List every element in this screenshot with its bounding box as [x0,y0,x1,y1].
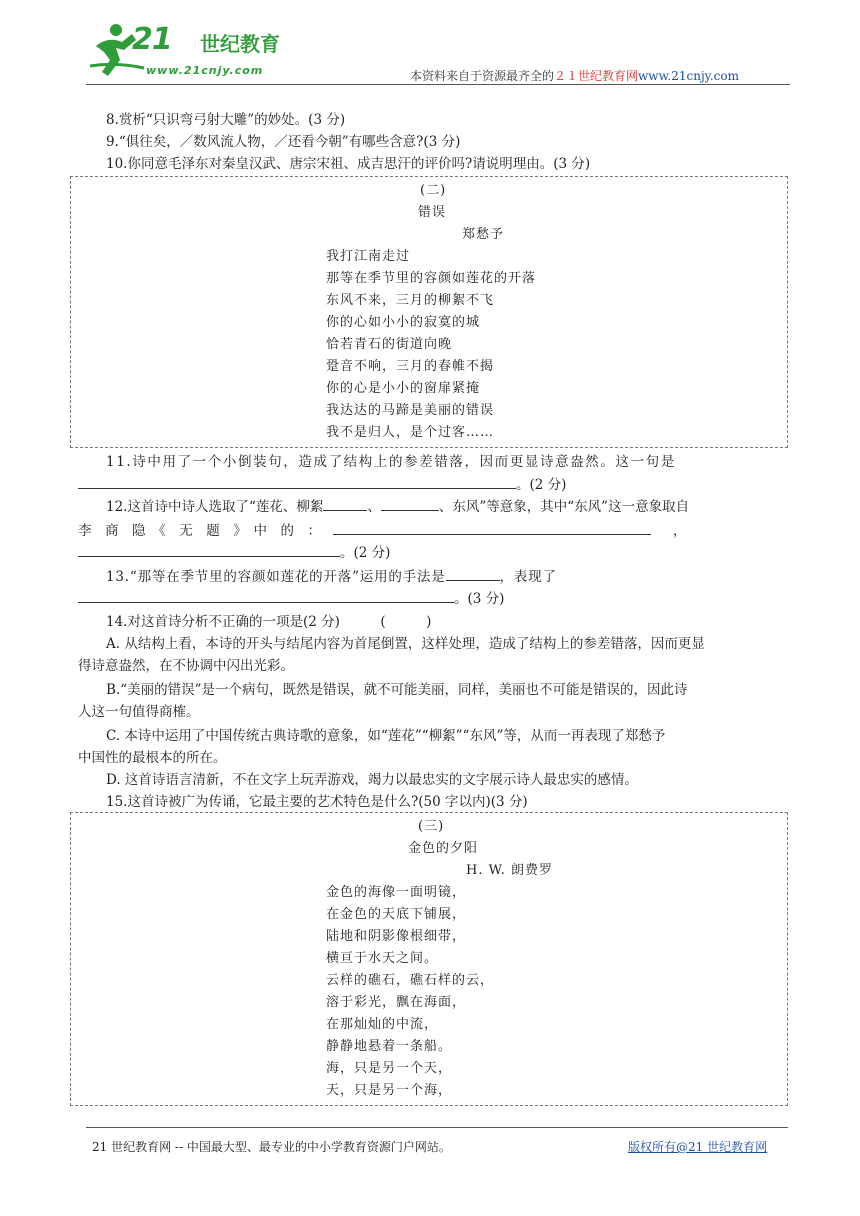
poem3-author: H. W. 朗费罗 [466,863,553,878]
poem3-line: 陆地和阴影像根细带， [326,929,467,944]
logo-text: 21 [132,22,172,57]
question-13-line2: 。(3 分) [78,588,504,609]
poem2-line: 恰若青石的街道向晚 [326,337,453,352]
poem3-line: 天，只是另一个海， [326,1083,453,1098]
answer-blank[interactable] [333,520,651,535]
poem2-line: 你的心如小小的寂寞的城 [326,315,481,330]
poem3-line: 金色的海像一面明镜， [326,885,467,900]
poem3-line: 静静地悬着一条船。 [326,1039,453,1054]
answer-blank[interactable] [78,588,454,603]
question-9: 9.“俱往矣，／数风流人物，／还看今朝”有哪些含意?(3 分) [106,134,461,150]
footer-divider [86,1127,788,1128]
poem2-title: 错误 [418,205,447,220]
option-a: A. 从结构上看，本诗的开头与结尾内容为首尾倒置，这样处理，造成了结构上的参差错落，因而更显 [106,636,705,652]
poem2-section: (二) [420,183,447,198]
poem3-section: (三) [418,819,445,834]
poem3-line: 海，只是另一个天， [326,1061,453,1076]
poem3-line: 在那灿灿的中流， [326,1017,439,1032]
poem2-line: 我打江南走过 [326,249,411,264]
logo-url: www.21cnjy.com [146,64,264,77]
poem3-line: 在金色的天底下铺展， [326,907,467,922]
poem2-line: 东风不来，三月的柳絮不飞 [326,293,495,308]
poem3-line: 云样的礁石，礁石样的云， [326,973,495,988]
question-11: 11.诗中用了一个小倒装句，造成了结构上的参差错落，因而更显诗意盎然。这一句是 [106,454,676,470]
header-note: 本资料来自于资源最齐全的２１世纪教育网www.21cnjy.com [410,69,739,83]
poem2-line: 那等在季节里的容颜如莲花的开落 [326,271,537,286]
answer-blank[interactable] [78,542,340,557]
question-12: 12.这首诗中诗人选取了“莲花、柳絮 、 、东风”等意象，其中“东风”这一意象取自 [106,496,689,517]
poem2-author: 郑愁予 [462,227,505,242]
poem2-line: 我达达的马蹄是美丽的错误 [326,403,495,418]
option-a-cont: 得诗意盎然，在不协调中闪出光彩。 [78,658,294,674]
copyright-link[interactable]: 版权所有@21 世纪教育网 [628,1140,768,1154]
header-site-name[interactable]: ２１世纪教育网 [554,69,639,83]
poem3-line: 横亘于水天之间。 [326,951,439,966]
question-11-answer: 。(2 分) [78,474,566,495]
poem3-title: 金色的夕阳 [408,841,479,856]
option-c-cont: 中国性的最根本的所在。 [78,750,227,766]
footer-text: 21 世纪教育网 -- 中国最大型、最专业的中小学教育资源门户网站。 [92,1140,451,1154]
poem2-line: 我不是归人，是个过客…… [326,425,495,440]
poem2-line: 你的心是小小的窗扉紧掩 [326,381,481,396]
question-14: 14.对这首诗分析不正确的一项是(2 分) ( ) [106,614,432,630]
poem3-line: 溶于彩光，飘在海面， [326,995,467,1010]
answer-blank[interactable] [446,566,500,581]
question-13: 13.“那等在季节里的容颜如莲花的开落”运用的手法是 ，表现了 [106,566,557,587]
header-site-url[interactable]: www.21cnjy.com [638,69,739,83]
option-b-cont: 人这一句值得商榷。 [78,704,200,720]
poem2-line: 跫音不响，三月的春帷不揭 [326,359,495,374]
option-c: C. 本诗中运用了中国传统古典诗歌的意象，如“莲花”“柳絮”“东风”等，从而一再表现了郑愁予 [106,728,666,744]
answer-blank[interactable] [78,474,516,489]
option-b: B.“美丽的错误”是一个病句，既然是错误，就不可能美丽，同样，美丽也不可能是错误的，因此诗 [106,682,688,698]
answer-blank[interactable] [323,496,367,511]
option-d: D. 这首诗语言清新，不在文字上玩弄游戏，竭力以最忠实的文字展示诗人最忠实的感情。 [106,772,638,788]
question-8: 8.赏析“只识弯弓射大雕”的妙处。(3 分) [106,112,346,128]
header-divider [86,84,790,85]
question-12-line3: 。(2 分) [78,542,390,563]
question-10: 10.你同意毛泽东对秦皇汉武、唐宗宋祖、成吉思汗的评价吗?请说明理由。(3 分) [106,156,591,172]
question-15: 15.这首诗被广为传诵，它最主要的艺术特色是什么?(50 字以内)(3 分) [106,794,528,810]
logo-cn: 世纪教育 [200,32,280,56]
answer-blank[interactable] [381,496,439,511]
question-12-line2: 李 商 隐 《 无 题 》 中 的 ： ， [78,520,687,541]
